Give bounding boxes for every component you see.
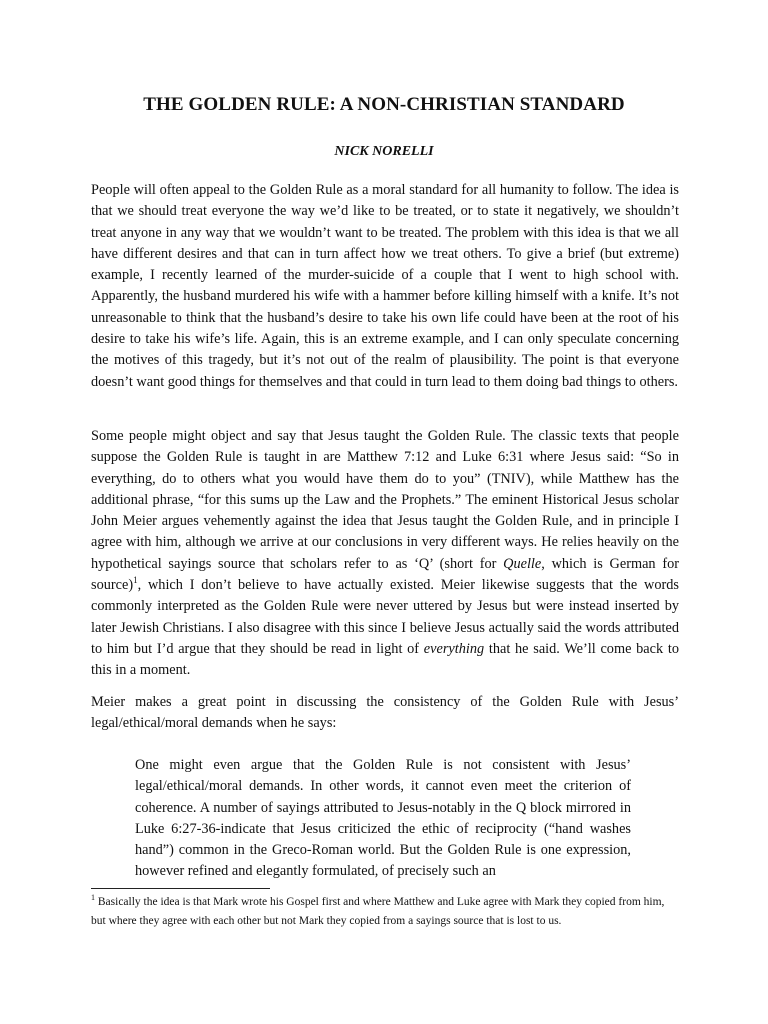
paragraph-3: Meier makes a great point in discussing the consistency of the Golden Rule with Jesus’ legal/ethical/moral demands when he says: bbox=[91, 694, 679, 732]
footnote-reference[interactable]: 1 bbox=[133, 575, 138, 586]
paragraph-2-text-a: Some people might object and say that Jesus taught the Golden Rule. The classic texts that people suppose the Golden Rule is taught in are Matthew 7:12 and Luke 6:31 where Jesus said: “So in everything, do to others what you would have them do to you” (TNIV), while Matthew has the additional phrase, “for this sums up the Law and the Prophets.” The eminent Historical Jesus scholar John Meier argues vehemently against the idea that Jesus taught the Golden Rule, and in principle I agree with him, although we arrive at our conclusions in very different ways. He relies heavily on the hypothetical sayings source that scholars refer to as ‘Q’ (short for bbox=[91, 428, 679, 572]
paragraph-2 bbox=[91, 426, 679, 682]
paragraph-2-text-b: , which is German for source) bbox=[91, 555, 679, 594]
paragraph-2-text-d: that he said. We’ll come back to this in a moment. bbox=[91, 640, 679, 679]
footnote bbox=[91, 893, 679, 931]
paragraph-1: People will often appeal to the Golden Rule as a moral standard for all humanity to follow. The idea is that we should treat everyone the way we’d like to be treated, or to state it negatively, we shouldn’t treat anyone in any way that we wouldn’t want to be treated. The problem with this idea is that we all have different desires and that can in turn affect how we treat others. To give a brief (but extreme) example, I recently learned of the murder-suicide of a couple that I went to high school with. Apparently, the husband murdered his wife with a hammer before killing himself with a knife. It’s not unreasonable to think that the husband’s desire to take his own life could have been at the root of his desire to take his wife’s life. Again, this is an extreme example, and I can only speculate concerning the motives of this tragedy, but it’s not out of the realm of plausibility. The point is that everyone doesn’t want good things for themselves and that could in turn lead to them doing bad things to others. bbox=[91, 182, 679, 390]
document-title: THE GOLDEN RULE: A NON-CHRISTIAN STANDARD bbox=[143, 94, 625, 115]
paragraph-2-everything: everything bbox=[423, 640, 485, 657]
footnote-marker: 1 bbox=[91, 893, 95, 903]
footnote-text: Basically the idea is that Mark wrote his Gospel first and where Matthew and Luke agree with Mark they copied from him, but where they agree with each other but not Mark they copied from a sayings source that is lost to us. bbox=[91, 896, 665, 927]
paragraph-2-text-c: , which I don’t believe to have actually existed. Meier likewise suggests that the words commonly interpreted as the Golden Rule were never uttered by Jesus but were instead inserted by later Jewish Christians. I also disagree with this since I believe Jesus actually said the words attributed to him but I’d argue that they should be read in light of bbox=[91, 577, 679, 657]
author-name: NICK NORELLI bbox=[334, 144, 434, 159]
block-quote: One might even argue that the Golden Rule is not consistent with Jesus’ legal/ethical/moral demands. In other words, it cannot even meet the criterion of coherence. A number of sayings attributed to Jesus-notably in the Q block mirrored in Luke 6:27-36-indicate that Jesus criticized the ethic of reciprocity (“hand washes hand”) common in the Greco-Roman world. But the Golden Rule is one expression, however refined and elegantly formulated, of precisely such an bbox=[135, 757, 631, 880]
footnote-divider bbox=[91, 888, 270, 889]
paragraph-2-quelle: Quelle bbox=[503, 555, 542, 572]
